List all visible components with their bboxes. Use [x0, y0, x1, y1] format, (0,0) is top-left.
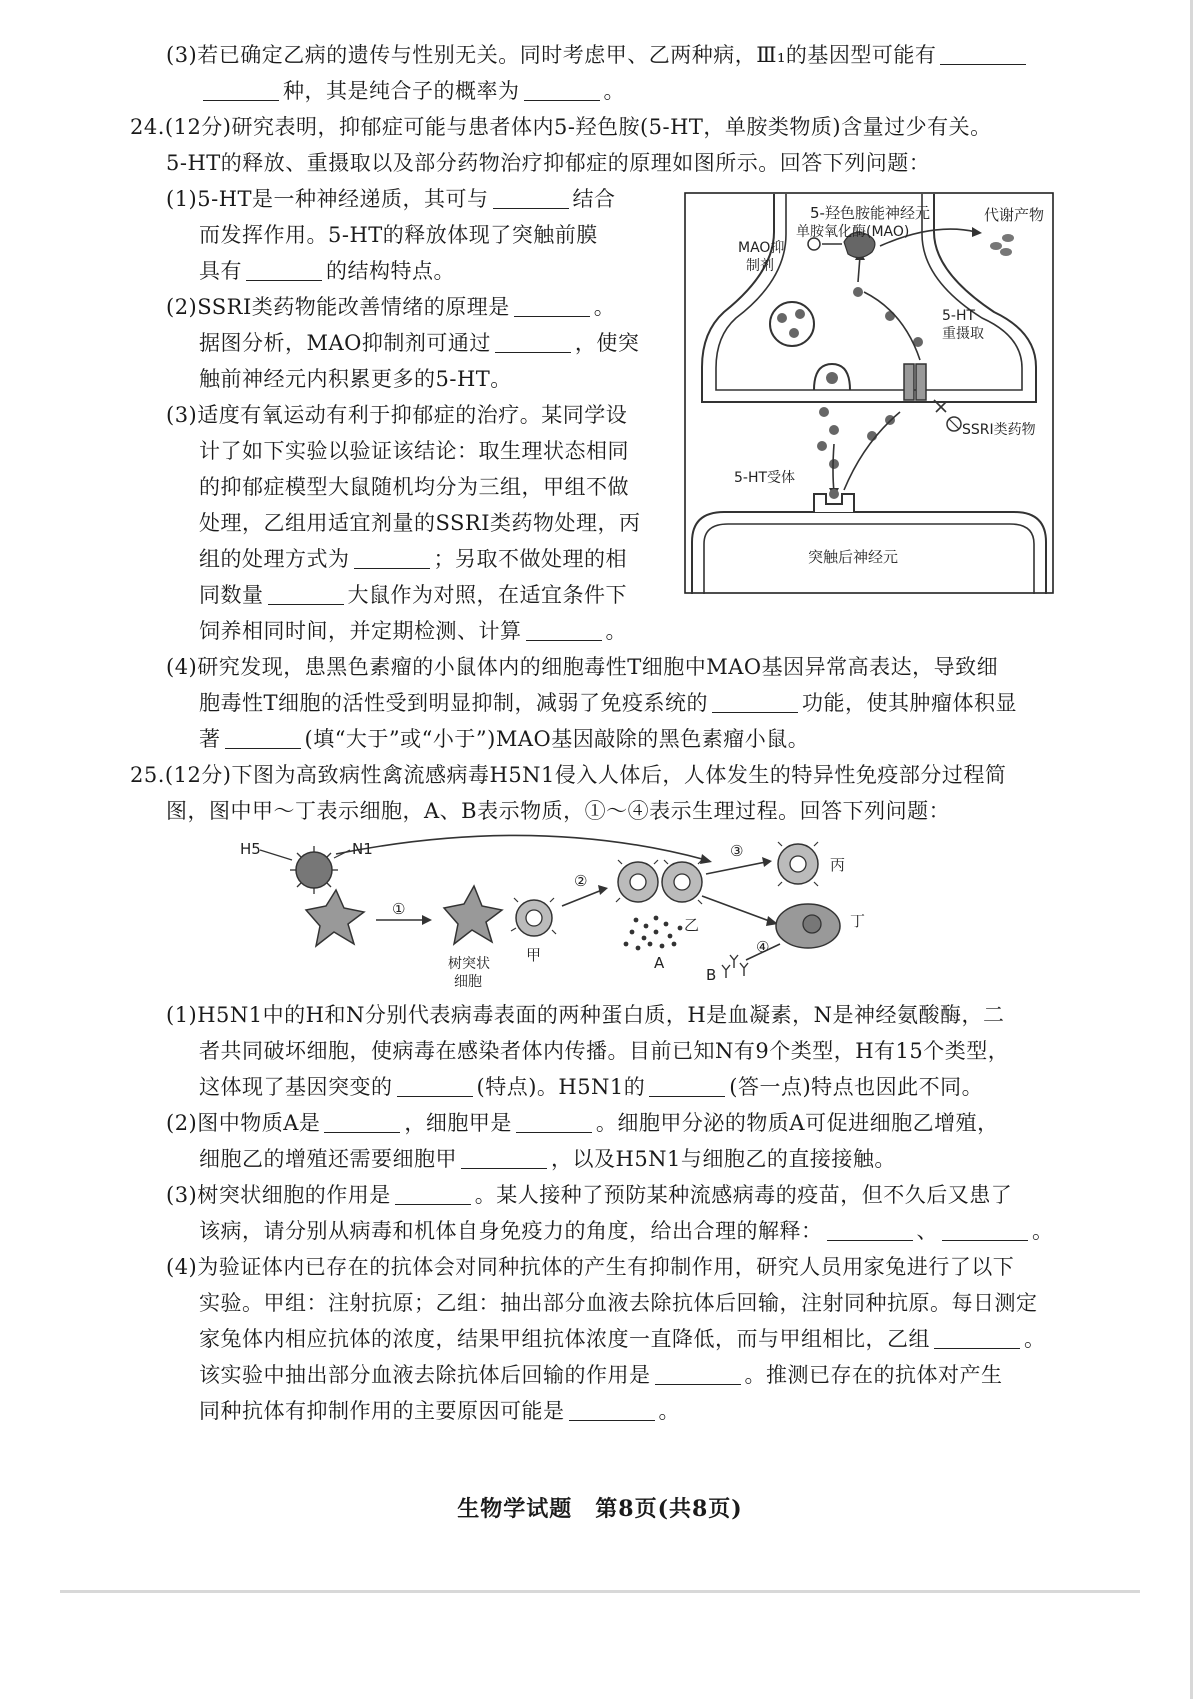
5ht-molecule	[817, 441, 827, 451]
q25-text: (特点)。H5N1的	[476, 1075, 646, 1099]
q24-text: 功能，使其肿瘤体积显	[802, 691, 1018, 715]
5ht-molecule	[789, 328, 799, 338]
answer-blank	[461, 1146, 547, 1169]
q24-text: 。	[605, 619, 627, 643]
q25-text: 。	[658, 1399, 680, 1423]
label-ssri: SSRI类药物	[962, 422, 1036, 438]
answer-blank	[268, 582, 344, 605]
label-mao-inhibitor-1: MAO抑	[738, 240, 785, 256]
answer-blank	[203, 78, 279, 101]
q24-p1-line3	[199, 256, 455, 286]
q25-p4-line4	[199, 1360, 1003, 1390]
q25-text: 这体现了基因突变的	[199, 1075, 393, 1099]
q25-intro-text: 图，图中甲～丁表示细胞，A、B表示物质，①～④表示生理过程。回答下列问题：	[166, 799, 951, 823]
q25-text: 。细胞甲分泌的物质A可促进细胞乙增殖，	[595, 1111, 999, 1135]
answer-blank	[524, 78, 600, 101]
label-h5: H5	[240, 840, 261, 858]
q24-text: 据图分析，MAO抑制剂可通过	[199, 331, 491, 355]
q24-text: (填“大于”或“小于”)MAO基因敲除的黑色素瘤小鼠。	[304, 727, 810, 751]
q25-text: 该病，请分别从病毒和机体自身免疫力的角度，给出合理的解释：	[199, 1219, 823, 1243]
q24-text: (1)5-HT是一种神经递质，其可与	[166, 187, 489, 211]
label-mao: 单胺氧化酶(MAO)	[796, 224, 910, 240]
q24-text: ，使突	[574, 331, 640, 355]
reuptake-transporter	[916, 364, 926, 400]
cell-ding	[776, 904, 840, 948]
q24-intro-line1	[130, 112, 992, 142]
scan-edge-bottom	[60, 1590, 1140, 1593]
q25-p2-line2	[199, 1144, 896, 1174]
q24-text: ；另取不做处理的相	[433, 547, 627, 571]
answer-blank	[712, 690, 798, 713]
q24-p3-line7	[199, 616, 627, 646]
metabolite	[990, 242, 1002, 250]
q25-text: 。推测已存在的抗体对产生	[744, 1363, 1003, 1387]
answer-blank	[516, 1110, 592, 1133]
answer-blank	[934, 1326, 1020, 1349]
substance-a-dots	[624, 916, 683, 951]
q24-text: 而发挥作用。5-HT的释放体现了突触前膜	[199, 223, 598, 247]
q24-text: 触前神经元内积累更多的5-HT。	[199, 367, 512, 391]
q24-text: 大鼠作为对照，在适宜条件下	[347, 583, 627, 607]
q25-text: 该实验中抽出部分血液去除抗体后回输的作用是	[199, 1363, 651, 1387]
q25-p4-line2	[199, 1288, 1038, 1318]
antigen-presenting-dendritic-cell	[444, 886, 502, 944]
answer-blank	[324, 1110, 400, 1133]
q25-text: 。	[1032, 1219, 1054, 1243]
q24-intro-text: 5-HT的释放、重摄取以及部分药物治疗抑郁症的原理如图所示。回答下列问题：	[166, 151, 931, 175]
q24-text: 著	[199, 727, 221, 751]
answer-blank	[940, 42, 1026, 65]
label-step2: ②	[574, 872, 588, 890]
q23-p3-text: 。	[603, 79, 625, 103]
answer-blank	[493, 186, 569, 209]
virus-direct-arrow	[336, 835, 706, 860]
label-reuptake-1: 5-HT	[942, 308, 976, 324]
label-jia: 甲	[526, 946, 542, 964]
differentiation-arrow	[702, 896, 772, 922]
q25-p4-line5	[199, 1396, 680, 1426]
label-metabolite: 代谢产物	[984, 206, 1045, 224]
label-step3: ③	[730, 842, 744, 860]
q25-text: (1)H5N1中的H和N分别代表病毒表面的两种蛋白质，H是血凝素，N是神经氨酸酶，二	[166, 1003, 1005, 1027]
q23-p3-line2	[199, 76, 625, 106]
q24-p2-line1	[166, 292, 615, 322]
metabolite	[1000, 248, 1012, 256]
synapse-figure	[684, 192, 1054, 594]
antibody-b-icons	[722, 955, 748, 978]
answer-blank	[225, 726, 301, 749]
answer-blank	[942, 1218, 1028, 1241]
q25-text: (2)图中物质A是	[166, 1111, 321, 1135]
reuptake-arrow	[864, 292, 920, 360]
q24-p1-line2	[199, 220, 598, 250]
q25-p3-line1	[166, 1180, 1012, 1210]
q24-text: (3)适度有氧运动有利于抑郁症的治疗。某同学设	[166, 403, 628, 427]
q24-text: 结合	[572, 187, 616, 211]
step3-arrow	[706, 862, 766, 874]
label-presynaptic: 5-羟色胺能神经元	[810, 204, 930, 222]
q25-text: (答一点)特点也因此不同。	[729, 1075, 984, 1099]
immune-response-figure	[236, 820, 1016, 988]
dendritic-cell-icon	[306, 890, 364, 946]
reuptake-transporter	[904, 364, 914, 400]
q25-text: ，以及H5N1与细胞乙的直接接触。	[551, 1147, 896, 1171]
q25-intro-line1	[130, 760, 1006, 790]
q24-p4-line2	[199, 688, 1017, 718]
label-reuptake-2: 重摄取	[942, 326, 984, 342]
q25-text: 。某人接种了预防某种流感病毒的疫苗，但不久后又患了	[474, 1183, 1013, 1207]
q24-text: 计了如下实验以验证该结论：取生理状态相同	[199, 439, 629, 463]
cell-jia	[511, 898, 556, 936]
q25-text: ，细胞甲是	[404, 1111, 512, 1135]
q24-intro-text: 24.(12分)研究表明，抑郁症可能与患者体内5-羟色胺(5-HT，单胺类物质)含量过少有关。	[130, 115, 992, 139]
q24-p3-line6	[199, 580, 627, 610]
q23-p3-text: (3)若已确定乙病的遗传与性别无关。同时考虑甲、乙两种病，Ⅲ₁的基因型可能有	[166, 43, 937, 67]
q24-text: 具有	[199, 259, 242, 283]
q24-p4-line3	[199, 724, 809, 754]
synaptic-vesicle	[770, 302, 814, 346]
h5n1-virus	[290, 846, 338, 894]
5ht-molecule	[795, 309, 805, 319]
q23-p3-line1	[166, 40, 1030, 70]
5ht-molecule	[819, 407, 829, 417]
q25-text: 。	[1024, 1327, 1046, 1351]
q25-text: 家兔体内相应抗体的浓度，结果甲组抗体浓度一直降低，而与甲组相比，乙组	[199, 1327, 930, 1351]
5ht-molecule	[829, 459, 839, 469]
label-postsynaptic: 突触后神经元	[808, 548, 899, 566]
q25-text: (4)为验证体内已存在的抗体会对同种抗体的产生有抑制作用，研究人员用家兔进行了以下	[166, 1255, 1015, 1279]
q25-text: 、	[916, 1219, 938, 1243]
q24-text: 组的处理方式为	[199, 547, 350, 571]
q24-text: 的结构特点。	[326, 259, 455, 283]
cell-bing	[778, 842, 818, 886]
q24-intro-line2	[166, 148, 930, 178]
scan-edge-right	[1190, 0, 1193, 1699]
q24-text: 的抑郁症模型大鼠随机均分为三组，甲组不做	[199, 475, 629, 499]
5ht-molecule	[826, 372, 838, 384]
q25-text: 同种抗体有抑制作用的主要原因可能是	[199, 1399, 565, 1423]
q24-p3-line3	[199, 472, 629, 502]
q24-p4-line1	[166, 652, 998, 682]
5ht-molecule-bound	[829, 489, 839, 499]
answer-blank	[246, 258, 322, 281]
answer-blank	[397, 1074, 473, 1097]
label-a: A	[654, 954, 665, 972]
label-mao-inhibitor-2: 制剂	[746, 258, 774, 274]
label-step4: ④	[756, 938, 770, 956]
q24-p2-line2	[199, 328, 639, 358]
q24-text: 。	[593, 295, 616, 319]
label-b: B	[706, 966, 717, 984]
q24-text: 胞毒性T细胞的活性受到明显抑制，减弱了免疫系统的	[199, 691, 709, 715]
page-footer: 生物学试题 第8页(共8页)	[457, 1496, 743, 1522]
label-yi: 乙	[684, 916, 700, 934]
q25-p1-line1	[166, 1000, 1005, 1030]
answer-blank	[827, 1218, 913, 1241]
q25-intro-text: 25.(12分)下图为高致病性禽流感病毒H5N1侵入人体后，人体发生的特异性免疫部分过程简	[130, 763, 1007, 787]
q25-p4-line3	[199, 1324, 1046, 1354]
5ht-molecule	[829, 425, 839, 435]
q25-p4-line1	[166, 1252, 1014, 1282]
step2-arrow	[562, 890, 602, 906]
q24-p2-line3	[199, 364, 512, 394]
label-dc-2: 细胞	[454, 974, 482, 988]
q25-text: 者共同破坏细胞，使病毒在感染者体内传播。目前已知N有9个类型，H有15个类型，	[199, 1039, 1010, 1063]
answer-blank	[569, 1398, 655, 1421]
label-receptor: 5-HT受体	[734, 470, 796, 486]
q24-p1-line1	[166, 184, 616, 214]
answer-blank	[354, 546, 430, 569]
q25-text: (3)树突状细胞的作用是	[166, 1183, 391, 1207]
label-n1: N1	[352, 840, 373, 858]
label-dc-1: 树突状	[448, 956, 490, 972]
q24-text: 同数量	[199, 583, 264, 607]
q24-text: 饲养相同时间，并定期检测、计算	[199, 619, 522, 643]
q25-p1-line3	[199, 1072, 983, 1102]
5ht-molecule	[777, 313, 787, 323]
label-step1: ①	[392, 900, 406, 918]
answer-blank	[649, 1074, 725, 1097]
q25-p1-line2	[199, 1036, 1009, 1066]
answer-blank	[514, 294, 590, 317]
q24-text: (2)SSRI类药物能改善情绪的原理是	[166, 295, 510, 319]
cell-yi-pair	[616, 860, 702, 904]
q25-p3-line2	[199, 1216, 1054, 1246]
metabolite	[1002, 234, 1014, 242]
q23-p3-text: 种，其是纯合子的概率为	[283, 79, 520, 103]
answer-blank	[495, 330, 571, 353]
answer-blank	[395, 1182, 471, 1205]
label-bing: 丙	[830, 856, 846, 874]
label-ding: 丁	[850, 912, 866, 930]
answer-blank	[655, 1362, 741, 1385]
q24-text: 处理，乙组用适宜剂量的SSRI类药物处理，丙	[199, 511, 641, 535]
q24-text: (4)研究发现，患黑色素瘤的小鼠体内的细胞毒性T细胞中MAO基因异常高表达，导致细	[166, 655, 999, 679]
q24-p3-line4	[199, 508, 641, 538]
q24-p3-line1	[166, 400, 627, 430]
answer-blank	[526, 618, 602, 641]
q25-p2-line1	[166, 1108, 999, 1138]
q25-text: 实验。甲组：注射抗原；乙组：抽出部分血液去除抗体后回输，注射同种抗原。每日测定	[199, 1291, 1038, 1315]
q25-text: 细胞乙的增殖还需要细胞甲	[199, 1147, 457, 1171]
q24-p3-line2	[199, 436, 629, 466]
q24-p3-line5	[199, 544, 627, 574]
